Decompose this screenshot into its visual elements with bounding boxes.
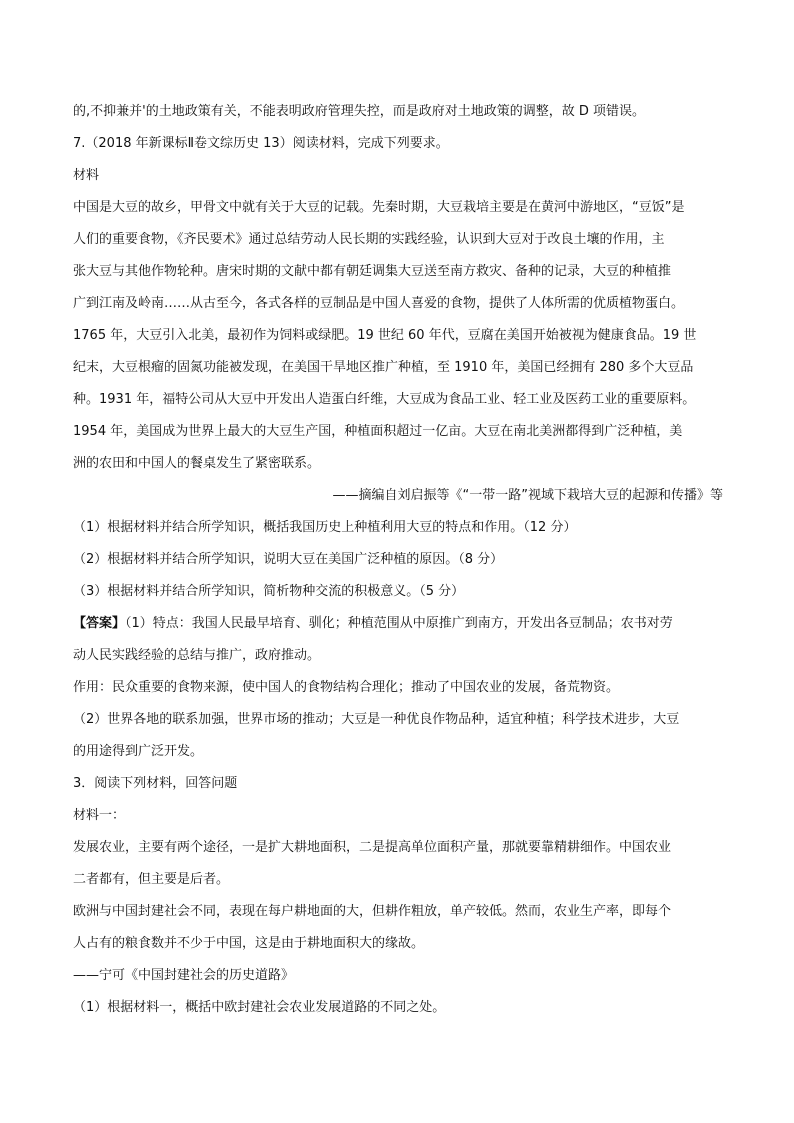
- question-item: （1）根据材料并结合所学知识，概括我国历史上种植利用大豆的特点和作用。（12 分）: [73, 520, 577, 535]
- material-text: 广到江南及岭南……从古至今，各式各样的豆制品是中国人喜爱的食物，提供了人体所需的优质植物蛋白。: [73, 296, 685, 311]
- answer-text: （2）世界各地的联系加强，世界市场的推动；大豆是一种优良作物品种，适宜种植；科学技术进步，大豆: [73, 712, 680, 727]
- question-item: （1）根据材料一，概括中欧封建社会农业发展道路的不同之处。: [73, 1000, 446, 1015]
- answer-text: 作用：民众重要的食物来源，使中国人的食物结构合理化；推动了中国农业的发展，备荒物资。: [73, 680, 620, 695]
- text-line: 的,不抑兼并'的土地政策有关，不能表明政府管理失控，而是政府对土地政策的调整，故 D 项错误。: [73, 104, 645, 119]
- material-text: 欧洲与中国封建社会不同，表现在每户耕地面的大，但耕作粗放，单产较低。然而，农业生产率，即每个: [73, 904, 672, 919]
- question-item: （3）根据材料并结合所学知识，简析物种交流的积极意义。（5 分）: [73, 584, 465, 599]
- question-heading: 7.（2018 年新课标Ⅱ卷文综历史 13）阅读材料，完成下列要求。: [73, 136, 449, 151]
- answer-line: [73, 608, 723, 640]
- document-page: [73, 96, 723, 1024]
- material-text: 1954 年，美国成为世界上最大的大豆生产国，种植面积超过一亿亩。大豆在南北美洲都得到广泛种植，美: [73, 424, 683, 439]
- material-text: 中国是大豆的故乡，甲骨文中就有关于大豆的记载。先秦时期，大豆栽培主要是在黄河中游地区，“豆饭”是: [73, 200, 685, 215]
- material-label: 材料一：: [73, 808, 126, 823]
- question-item: （2）根据材料并结合所学知识，说明大豆在美国广泛种植的原因。（8 分）: [73, 552, 504, 567]
- answer-label: 【答案】: [73, 616, 126, 631]
- answer-text: （1）特点：我国人民最早培育、驯化；种植范围从中原推广到南方，开发出各豆制品；农书对劳: [125, 616, 673, 631]
- answer-text: 的用途得到广泛开发。: [73, 744, 204, 759]
- material-text: 纪末，大豆根瘤的固氮功能被发现，在美国干旱地区推广种植，至 1910 年，美国已经拥有 280 多个大豆品: [73, 360, 694, 375]
- material-text: 张大豆与其他作物轮种。唐宋时期的文献中都有朝廷调集大豆送至南方救灾、备种的记录，大豆的种植推: [73, 264, 672, 279]
- material-source: ——摘编自刘启振等《“一带一路”视域下栽培大豆的起源和传播》等: [332, 488, 723, 503]
- material-text: 人占有的粮食数并不少于中国，这是由于耕地面积大的缘故。: [73, 936, 425, 951]
- answer-text: 动人民实践经验的总结与推广，政府推动。: [73, 648, 321, 663]
- material-text: 洲的农田和中国人的餐桌发生了紧密联系。: [73, 456, 321, 471]
- material-label: 材料: [73, 168, 100, 183]
- material-text: 发展农业，主要有两个途径，一是扩大耕地面积，二是提高单位面积产量，那就要靠精耕细作。中国农业: [73, 840, 672, 855]
- question-heading: 3．阅读下列材料，回答问题: [73, 776, 238, 791]
- material-text: 1765 年，大豆引入北美，最初作为饲料或绿肥。19 世纪 60 年代，豆腐在美国开始被视为健康食品。19 世: [73, 328, 697, 343]
- material-text: 人们的重要食物，《齐民要术》通过总结劳动人民长期的实践经验，认识到大豆对于改良土壤的作用，主: [73, 232, 665, 247]
- material-text: 种。1931 年，福特公司从大豆中开发出人造蛋白纤维，大豆成为食品工业、轻工业及医药工业的重要原料。: [73, 392, 696, 407]
- material-text: 二者都有，但主要是后者。: [73, 872, 230, 887]
- material-source: ——宁可《中国封建社会的历史道路》: [73, 968, 295, 983]
